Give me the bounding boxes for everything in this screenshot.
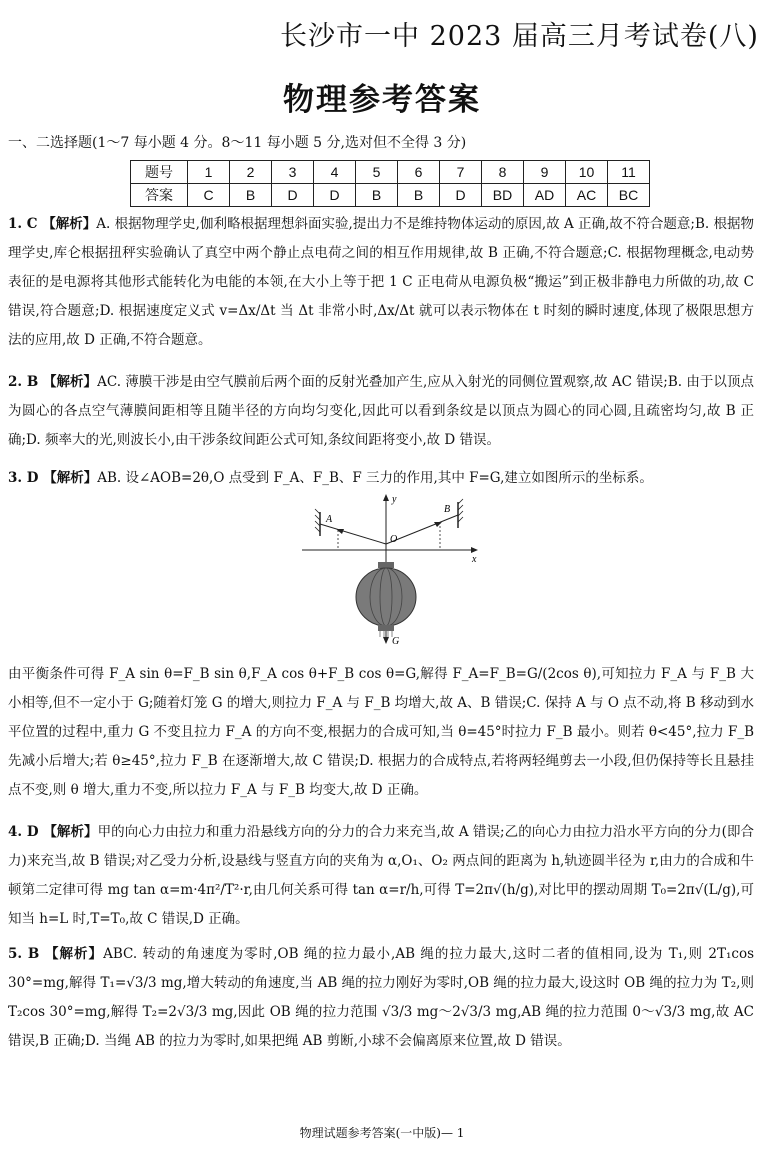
lantern-base [378, 625, 394, 631]
question-2-lead: 2. B 【解析】 [8, 374, 98, 390]
question-5-lead: 5. B 【解析】 [8, 946, 104, 962]
y-axis-arrow [383, 494, 389, 501]
row-label-number: 题号 [131, 161, 188, 184]
school-exam-title: 长沙市一中 2023 届高三月考试卷(八) [280, 21, 759, 52]
table-row-numbers [131, 161, 650, 184]
table-cell: 5 [356, 161, 398, 184]
force-diagram [300, 492, 484, 652]
answer-table [130, 160, 650, 207]
row-label-answer: 答案 [131, 184, 188, 207]
section-heading: 一、二选择题(1～7 每小题 4 分。8～11 每小题 5 分,选对但不全得 3 分) [8, 135, 467, 151]
table-cell: 6 [398, 161, 440, 184]
table-cell: D [272, 184, 314, 207]
y-axis-label: y [392, 494, 397, 505]
question-5-solution [8, 940, 754, 1056]
table-cell: BC [608, 184, 650, 207]
question-5-text: ABC. 转动的角速度为零时,OB 绳的拉力最小,AB 绳的拉力最大,这时二者的值相同,设为 T₁,则 2T₁cos 30°=mg,解得 T₁=√3/3 mg,增大转动的角速度,当 AB 绳的拉力刚好为零时,OB 绳的拉力最大,设这时 OB 绳的拉力为 T₂,则 T₂cos 30°=mg,解得 T₂=2√3/3 mg,因此 OB 绳的拉力范围 √3/3 mg～2√3/3 mg,AB 绳的拉力范围 0～√3/3 mg,故 AC 错误,B 正确;D. 当绳 AB 的拉力为零时,如果把绳 AB 剪断,小球不会偏离原来位置,故 D 错误。 [8, 946, 754, 1049]
question-3-solution [8, 464, 754, 493]
question-2-text: AC. 薄膜干涉是由空气膜前后两个面的反射光叠加产生,应从入射光的同侧位置观察,故 AC 错误;B. 由于以顶点为圆心的各点空气薄膜间距相等且随半径的方向均匀变化,因此可以看到条纹是以顶点为圆心的同心圆,且疏密均匀,故 B 正确;D. 频率大的光,则波长小,由干涉条纹间距公式可知,条纹间距将变小,故 D 错误。 [8, 374, 754, 448]
rope-a [320, 524, 386, 544]
lantern-body [356, 568, 416, 626]
label-b: B [444, 504, 451, 515]
question-3-text: AB. 设∠AOB=2θ,O 点受到 F_A、F_B、F 三力的作用,其中 F=G,建立如图所示的坐标系。 [97, 470, 653, 486]
table-cell: B [230, 184, 272, 207]
force-a-arrow [336, 529, 344, 534]
table-cell: C [188, 184, 230, 207]
table-cell: AC [566, 184, 608, 207]
lantern-cap [378, 562, 394, 568]
x-axis-arrow [471, 547, 478, 553]
table-cell: D [440, 184, 482, 207]
question-3-lead: 3. D 【解析】 [8, 470, 98, 486]
label-g: G [392, 636, 400, 647]
x-axis-label: x [472, 554, 477, 565]
table-cell: 10 [566, 161, 608, 184]
question-3-text2: 由平衡条件可得 F_A sin θ=F_B sin θ,F_A cos θ+F_B cos θ=G,解得 F_A=F_B=G/(2cos θ),可知拉力 F_A 与 F_B 大小相等,但不一定小于 G;随着灯笼 G 的增大,则拉力 F_A 与 F_B 均增大,故 A、B 错误;C. 保持 A 与 O 点不动,将 B 移动到水平位置的过程中,重力 G 不变且拉力 F_A 的方向不变,根据力的合成可知,当 θ=45°时拉力 F_B 最小。则若 θ<45°,拉力 F_B 先减小后增大;若 θ≥45°,拉力 F_B 在逐渐增大,故 C 错误;D. 根据力的合成特点,若将两轻绳剪去一小段,但仍保持等长且悬挂点不变,则 θ 增大,重力不变,所以拉力 F_A 与 F_B 均变大,故 D 正确。 [8, 666, 754, 798]
question-3-continued [8, 660, 754, 805]
question-1-text: A. 根据物理学史,伽利略根据理想斜面实验,提出力不是维持物体运动的原因,故 A 正确,故不符合题意;B. 根据物理学史,库仑根据扭秤实验确认了真空中两个静止点电荷之间的相互作用规律,故 B 正确,不符合题意;C. 根据物理概念,电动势表征的是电源将其他形式能转化为电能的本领,在大小上等于把 1 C 正电荷从电源负极“搬运”到正极非静电力所做的功,故 C 错误,符合题意;D. 根据速度定义式 v=Δx/Δt 当 Δt 非常小时,Δx/Δt 就可以表示物体在 t 时刻的瞬时速度,体现了极限思想方法的应用,故 D 正确,不符合题意。 [8, 216, 754, 348]
question-2-solution [8, 368, 754, 455]
question-1-solution [8, 210, 754, 355]
question-4-lead: 4. D 【解析】 [8, 824, 98, 840]
label-a: A [326, 514, 333, 525]
table-cell: D [314, 184, 356, 207]
question-4-solution [8, 818, 754, 934]
table-cell: 7 [440, 161, 482, 184]
table-row-answers [131, 184, 650, 207]
table-cell: 9 [524, 161, 566, 184]
question-4-text: 甲的向心力由拉力和重力沿悬线方向的分力的合力来充当,故 A 错误;乙的向心力由拉力沿水平方向的分力(即合力)来充当,故 B 错误;对乙受力分析,设悬线与竖直方向的夹角为 α,O₁、O₂ 两点间的距离为 h,轨迹圆半径为 r,由力的合成和牛顿第二定律可得 mg tan α=m·4π²/T²·r,由几何关系可得 tan α=r/h,可得 T=2π√(h/g),对比甲的摆动周期 T₀=2π√(L/g),可知当 h=L 时,T=T₀,故 C 错误,D 正确。 [8, 824, 754, 927]
table-cell: 11 [608, 161, 650, 184]
table-cell: B [398, 184, 440, 207]
table-cell: 8 [482, 161, 524, 184]
table-cell: 3 [272, 161, 314, 184]
label-o: O [390, 534, 398, 545]
gravity-arrow [383, 637, 389, 644]
table-cell: BD [482, 184, 524, 207]
table-cell: 2 [230, 161, 272, 184]
table-cell: AD [524, 184, 566, 207]
table-cell: B [356, 184, 398, 207]
page-footer: 物理试题参考答案(一中版)— 1 [299, 1126, 465, 1140]
question-1-lead: 1. C 【解析】 [8, 216, 97, 232]
page-title: 物理参考答案 [283, 82, 481, 118]
table-cell: 1 [188, 161, 230, 184]
table-cell: 4 [314, 161, 356, 184]
